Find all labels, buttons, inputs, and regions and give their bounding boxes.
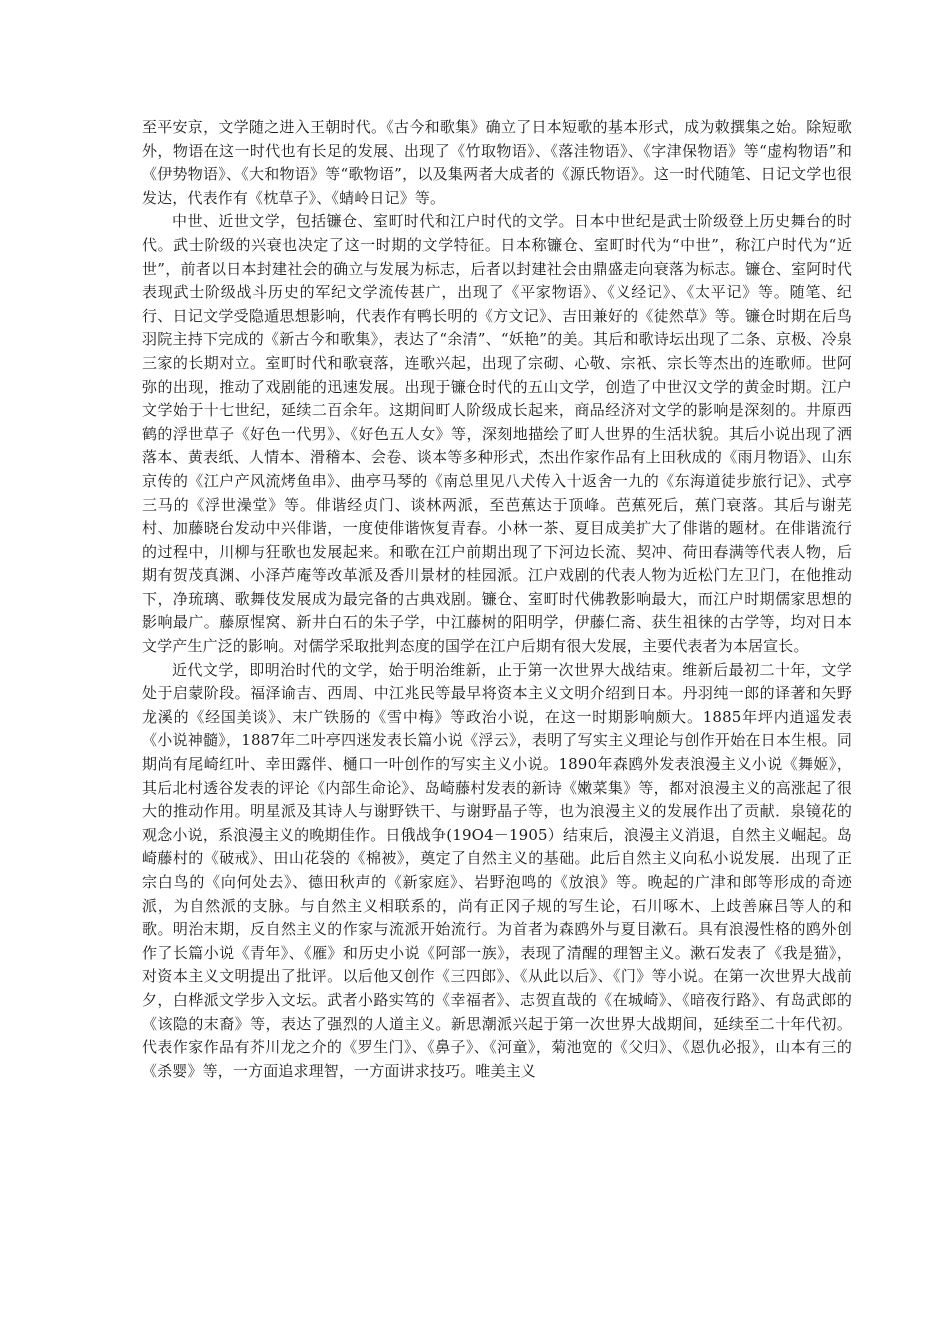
paragraph-heian-literature: 至平安京，文学随之进入王朝时代。《古今和歌集》确立了日本短歌的基本形式，成为敕撰集之始。除短歌外，物语在这一时代也有长足的发展、出现了《竹取物语》、《落洼物语》、《字津保物语》等“虚构物语”和《伊势物语》、《大和物语》等“歌物语”，以及集两者大成者的《源氏物语》。这一时代随笔、日记文学也很发达，代表作有《枕草子》、《蜻岭日记》等。 — [142, 118, 852, 207]
document-body — [142, 116, 852, 1083]
paragraph-modern-literature: 近代文学，即明治时代的文学，始于明治维新，止于第一次世界大战结束。维新后最初二十年，文学处于启蒙阶段。福泽谕吉、西周、中江兆民等最早将资本主义文明介绍到日本。丹羽纯一郎的译著和矢野龙溪的《经国美谈》、末广铁肠的《雪中梅》等政治小说，在这一时期影响颇大。1885年坪内逍遥发表《小说神髓》，1887年二叶亭四迷发表长篇小说《浮云》，表明了写实主义理论与创作开始在日本生根。同期尚有尾崎红叶、幸田露伴、樋口一叶创作的写实主义小说。1890年森鸥外发表浪漫主义小说《舞姬》，其后北村透谷发表的评论《内部生命论》、岛崎藤村发表的新诗《嫩菜集》等，都对浪漫主义的高涨起了很大的推动作用。明星派及其诗人与谢野铁干、与谢野晶子等，也为浪漫主义的发展作出了贡献．泉镜花的观念小说，系浪漫主义的晚期佳作。日俄战争(19O4－1905）结束后，浪漫主义消退，自然主义崛起。岛崎藤村的《破戒》、田山花袋的《棉被》，奠定了自然主义的基础。此后自然主义向私小说发展．出现了正宗白鸟的《向何处去》、德田秋声的《新家庭》、岩野泡鸣的《放浪》等。晚起的广津和郎等形成的奇迹派，为自然派的支脉。与自然主义相联系的，尚有正冈子规的写生论，石川啄木、上歧善麻吕等人的和歌。明治末期，反自然主义的作家与流派开始流行。为首者为森鸥外与夏目漱石。具有浪漫性格的鸥外创作了长篇小说《青年》、《雁》和历史小说《阿部一族》，表现了清醒的理智主义。漱石发表了《我是猫》，对资本主义文明提出了批评。以后他又创作《三四郎》、《从此以后》、《门》等小说。在第一次世界大战前夕，白桦派文学步入文坛。武者小路实笃的《幸福者》、志贺直哉的《在城崎》、《暗夜行路》、有岛武郎的《该隐的末裔》等，表达了强烈的人道主义。新思潮派兴起于第一次世界大战期间，延续至二十年代初。代表作家作品有芥川龙之介的《罗生门》、《鼻子》、《河童》，菊池宽的《父归》、《恩仇必报》，山本有三的《杀婴》等，一方面追求理智，一方面讲求技巧。唯美主义 — [142, 660, 852, 1080]
paragraph-medieval-early-modern-literature: 中世、近世文学，包括镰仓、室町时代和江户时代的文学。日本中世纪是武士阶级登上历史舞台的时代。武士阶级的兴衰也决定了这一时期的文学特征。日本称镰仓、室町时代为“中世”，称江户时代为“近世”，前者以日本封建社会的确立与发展为标志，后者以封建社会由鼎盛走向衰落为标志。镰仓、室阿时代表现武士阶级战斗历史的军纪文学流传甚广，出现了《平家物语》、《义经记》、《太平记》等。随笔、纪行、日记文学受隐遁思想影响，代表作有鸭长明的《方文记》、吉田兼好的《徒然草》等。镰仓时期在后鸟羽院主持下完成的《新古今和歌集》，表达了“余清”、“妖艳”的美。其后和歌诗坛出现了二条、京极、冷泉三家的长期对立。室町时代和歌衰落，连歌兴起，出现了宗砌、心敬、宗祇、宗长等杰出的连歌师。世阿弥的出现，推动了戏剧能的迅速发展。出现于镰仓时代的五山文学，创造了中世汉文学的黄金时期。江户文学始于十七世纪，延续二百余年。这期间町人阶级成长起来，商品经济对文学的影响是深刻的。井原西鹤的浮世草子《好色一代男》、《好色五人女》等，深刻地描绘了町人世界的生活状貌。其后小说出现了洒落本、黄表纸、人情本、滑稽本、会卷、谈本等多种形式，杰出作家作品有上田秋成的《雨月物语》、山东京传的《江户产风流烤鱼串》、曲亭马琴的《南总里见八犬传入十返舍一九的《东海道徒步旅行记》、式亭三马的《浮世澡堂》等。俳谐经贞门、谈林两派，至芭蕉达于顶峰。芭蕉死后，蕉门衰落。其后与谢芜村、加藤晓台发动中兴俳谐，一度使俳谐恢复青春。小林一茶、夏目成美扩大了俳谐的题材。在俳谐流行的过程中，川柳与狂歌也发展起来。和歌在江户前期出现了下河边长流、契冲、荷田春满等代表人物，后期有贺茂真渊、小泽芦庵等改革派及香川景材的桂园派。江户戏剧的代表人物为近松门左卫门，在他推动下，净琉璃、歌舞伎发展成为最完备的古典戏剧。镰仓、室町时代佛教影响最大，而江户时期儒家思想的影响最广。藤原惺窝、新井白石的朱子学，中江藤树的阳明学，伊藤仁斋、获生祖徕的古学等，均对日本文学产生广泛的影响。对儒学采取批判态度的国学在江户后期有很大发展，主要代表者为本居宣长。 — [142, 212, 852, 656]
